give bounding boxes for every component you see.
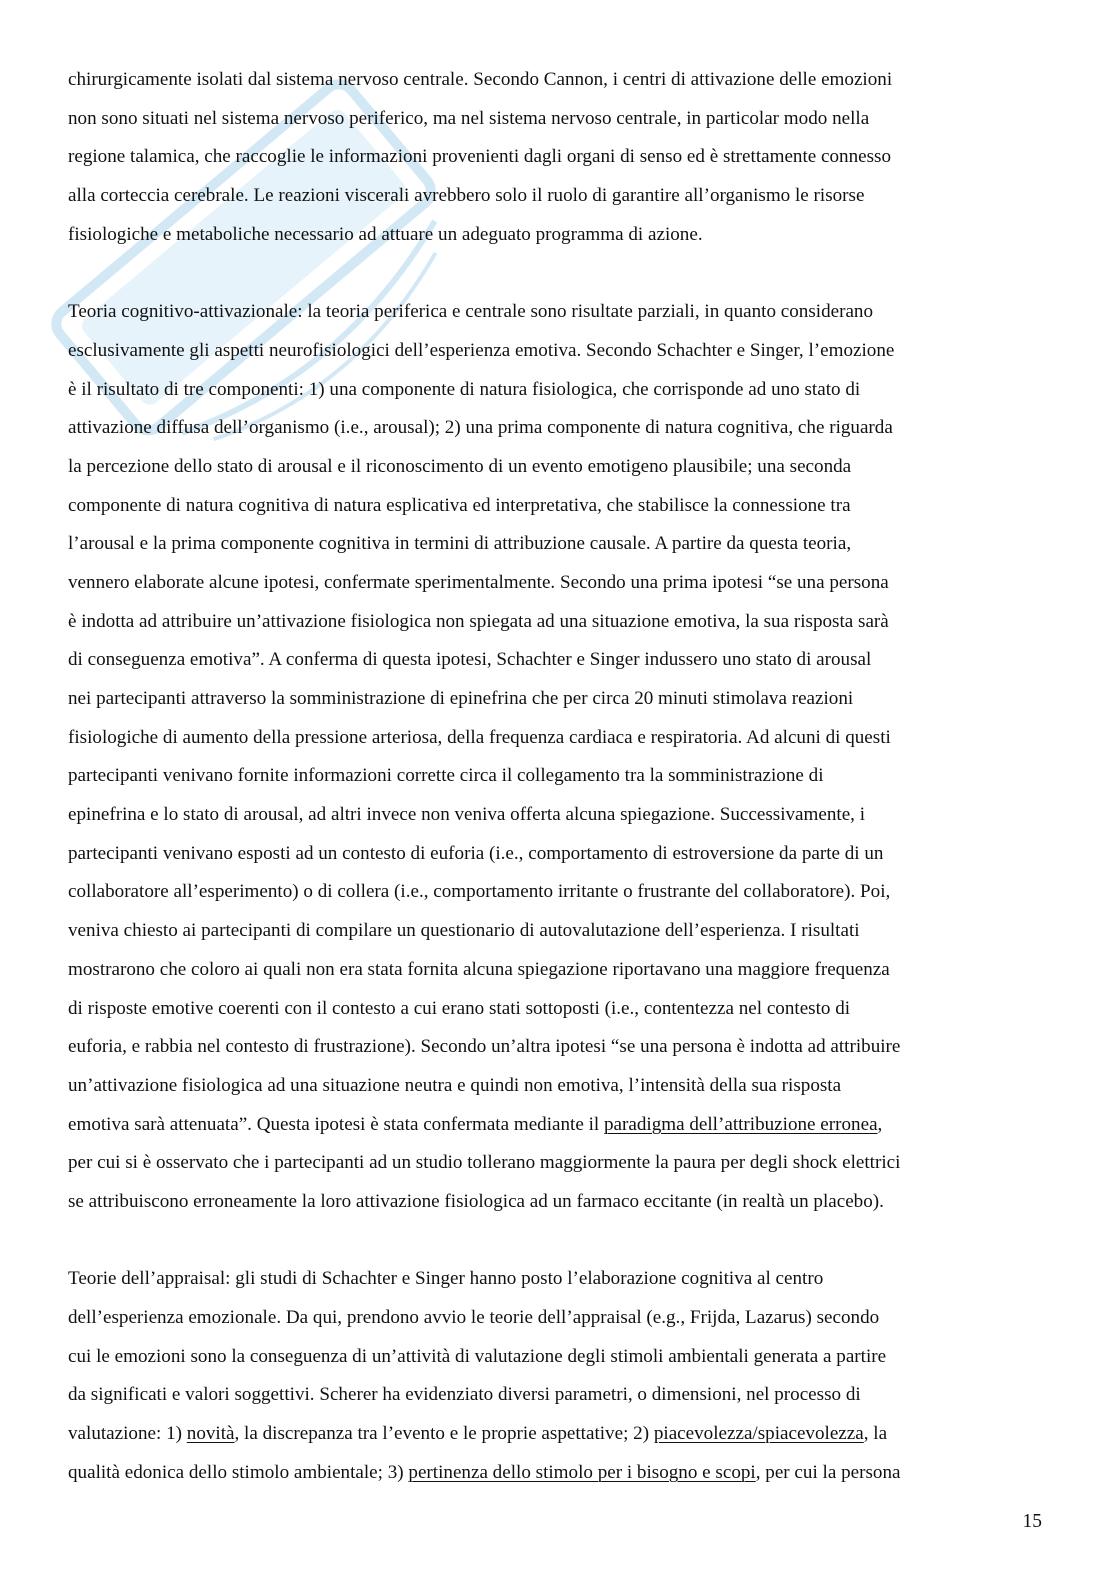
text-line (68, 835, 1053, 874)
text-run: da significati e valori soggettivi. Scherer ha evidenziato diversi parametri, o dimensioni, nel processo di (68, 1384, 861, 1406)
text-line (68, 1338, 1053, 1377)
text-line (68, 1415, 1053, 1454)
text-line (68, 525, 1053, 564)
paragraph (68, 61, 1053, 254)
paragraph (68, 293, 1053, 1222)
text-line (68, 719, 1053, 758)
text-run: attivazione diffusa dell’organismo (i.e., arousal); 2) una prima componente di natura cognitiva, che riguarda (68, 417, 893, 439)
text-line (68, 1106, 1053, 1145)
text-line (68, 487, 1053, 526)
text-run: cui le emozioni sono la conseguenza di un’attività di valutazione degli stimoli ambientali generata a partire (68, 1345, 887, 1367)
text-run: è indotta ad attribuire un’attivazione fisiologica non spiegata ad una situazione emotiva, la sua risposta sarà (68, 610, 889, 632)
text-line (68, 1028, 1053, 1067)
text-run: partecipanti venivano fornite informazioni corrette circa il collegamento tra la somministrazione di (68, 765, 824, 787)
text-run: veniva chiesto ai partecipanti di compilare un questionario di autovalutazione dell’esperienza. I risultati (68, 920, 860, 942)
text-line (68, 371, 1053, 410)
text-run: non sono situati nel sistema nervoso periferico, ma nel sistema nervoso centrale, in particolar modo nella (68, 107, 870, 129)
text-line (68, 757, 1053, 796)
text-line (68, 873, 1053, 912)
text-line (68, 1183, 1053, 1222)
text-line (68, 796, 1053, 835)
text-line (68, 293, 1053, 332)
text-line (68, 177, 1053, 216)
text-run: alla corteccia cerebrale. Le reazioni viscerali avrebbero solo il ruolo di garantire all’organismo le risorse (68, 185, 865, 207)
text-line (68, 912, 1053, 951)
text-run: collaboratore all’esperimento) o di collera (i.e., comportamento irritante o frustrante del collaboratore). Poi, (68, 881, 891, 903)
text-line (68, 138, 1053, 177)
text-line (68, 1376, 1053, 1415)
text-run: dell’esperienza emozionale. Da qui, prendono avvio le teorie dell’appraisal (e.g., Frijda, Lazarus) secondo (68, 1307, 880, 1328)
text-line (68, 990, 1053, 1029)
underlined-term: piacevolezza/spiacevolezza (653, 1423, 864, 1445)
text-run: partecipanti venivano esposti ad un contesto di euforia (i.e., comportamento di estroversione da parte di un (68, 842, 884, 864)
text-run: nei partecipanti attraverso la somministrazione di epinefrina che per circa 20 minuti stimolava reazioni (68, 688, 854, 709)
page-number: 15 (1022, 1511, 1042, 1532)
text-line (68, 1067, 1053, 1106)
text-line (68, 1144, 1053, 1183)
text-run: emotiva sarà attenuata”. Questa ipotesi è stata confermata mediante il (68, 1113, 604, 1135)
text-run: esclusivamente gli aspetti neurofisiologici dell’esperienza emotiva. Secondo Schachter e Singer, l’emozione (68, 339, 895, 361)
paragraph (68, 1260, 1053, 1492)
text-run: , per cui la persona (755, 1461, 901, 1483)
text-line (68, 332, 1053, 371)
text-run: la percezione dello stato di arousal e il riconoscimento di un evento emotigeno plausibile; una seconda (68, 455, 852, 477)
text-run: valutazione: 1) (68, 1423, 187, 1445)
body-text (68, 61, 1053, 1531)
text-run: componente di natura cognitiva di natura esplicativa ed interpretativa, che stabilisce la connessione tra (68, 494, 851, 516)
text-run: , (877, 1113, 883, 1135)
text-line (68, 603, 1053, 642)
text-run: è il risultato di tre componenti: 1) una componente di natura fisiologica, che corrisponde ad uno stato di (68, 378, 861, 400)
text-line (68, 216, 1053, 255)
text-line (68, 951, 1053, 990)
underlined-term: novità (186, 1423, 235, 1445)
text-run: , la (863, 1423, 888, 1445)
text-run: di risposte emotive coerenti con il contesto a cui erano stati sottoposti (i.e., contentezza nel contesto di (68, 997, 851, 1019)
text-line (68, 1454, 1053, 1493)
text-run: un’attivazione fisiologica ad una situazione neutra e quindi non emotiva, l’intensità della sua risposta (68, 1074, 842, 1096)
text-run: euforia, e rabbia nel contesto di frustrazione). Secondo un’altra ipotesi “se una persona è indotta ad attribuire (68, 1036, 901, 1058)
text-run: Teoria cognitivo-attivazionale: la teoria periferica e centrale sono risultate parziali, in quanto considerano (68, 301, 874, 323)
text-line (68, 100, 1053, 139)
underlined-term: pertinenza dello stimolo per i bisogno e scopi (408, 1461, 756, 1483)
text-run: se attribuiscono erroneamente la loro attivazione fisiologica ad un farmaco eccitante (in realtà un placebo). (68, 1190, 884, 1212)
text-run: fisiologiche e metaboliche necessario ad attuare un adeguato programma di azione. (68, 223, 703, 245)
text-line (68, 680, 1053, 719)
text-line (68, 448, 1053, 487)
text-run: qualità edonica dello stimolo ambientale; 3) (68, 1461, 409, 1483)
text-run: fisiologiche di aumento della pressione arteriosa, della frequenza cardiaca e respiratoria. Ad alcuni di questi (68, 726, 891, 748)
text-line (68, 61, 1053, 100)
text-line (68, 1260, 1053, 1299)
text-run: chirurgicamente isolati dal sistema nervoso centrale. Secondo Cannon, i centri di attivazione delle emozioni (68, 69, 893, 90)
text-run: Teorie dell’appraisal: gli studi di Schachter e Singer hanno posto l’elaborazione cognitiva al centro (68, 1268, 824, 1290)
text-line (68, 564, 1053, 603)
text-line (68, 409, 1053, 448)
text-run: epinefrina e lo stato di arousal, ad altri invece non veniva offerta alcuna spiegazione. Successivamente, i (68, 804, 866, 826)
text-run: vennero elaborate alcune ipotesi, confermate sperimentalmente. Secondo una prima ipotesi “se una persona (68, 571, 889, 593)
text-line (68, 1299, 1053, 1338)
text-run: l’arousal e la prima componente cognitiva in termini di attribuzione causale. A partire da questa teoria, (68, 533, 852, 555)
text-run: mostrarono che coloro ai quali non era stata fornita alcuna spiegazione riportavano una maggiore frequenza (68, 958, 890, 980)
text-line (68, 641, 1053, 680)
underlined-term: paradigma dell’attribuzione erronea (604, 1113, 878, 1135)
text-run: regione talamica, che raccoglie le informazioni provenienti dagli organi di senso ed è strettamente connesso (68, 146, 892, 168)
text-run: di conseguenza emotiva”. A conferma di questa ipotesi, Schachter e Singer indussero uno stato di arousal (68, 649, 872, 671)
text-run: , la discrepanza tra l’evento e le proprie aspettative; 2) (234, 1423, 654, 1445)
text-run: per cui si è osservato che i partecipanti ad un studio tollerano maggiormente la paura per degli shock elettrici (68, 1152, 901, 1174)
